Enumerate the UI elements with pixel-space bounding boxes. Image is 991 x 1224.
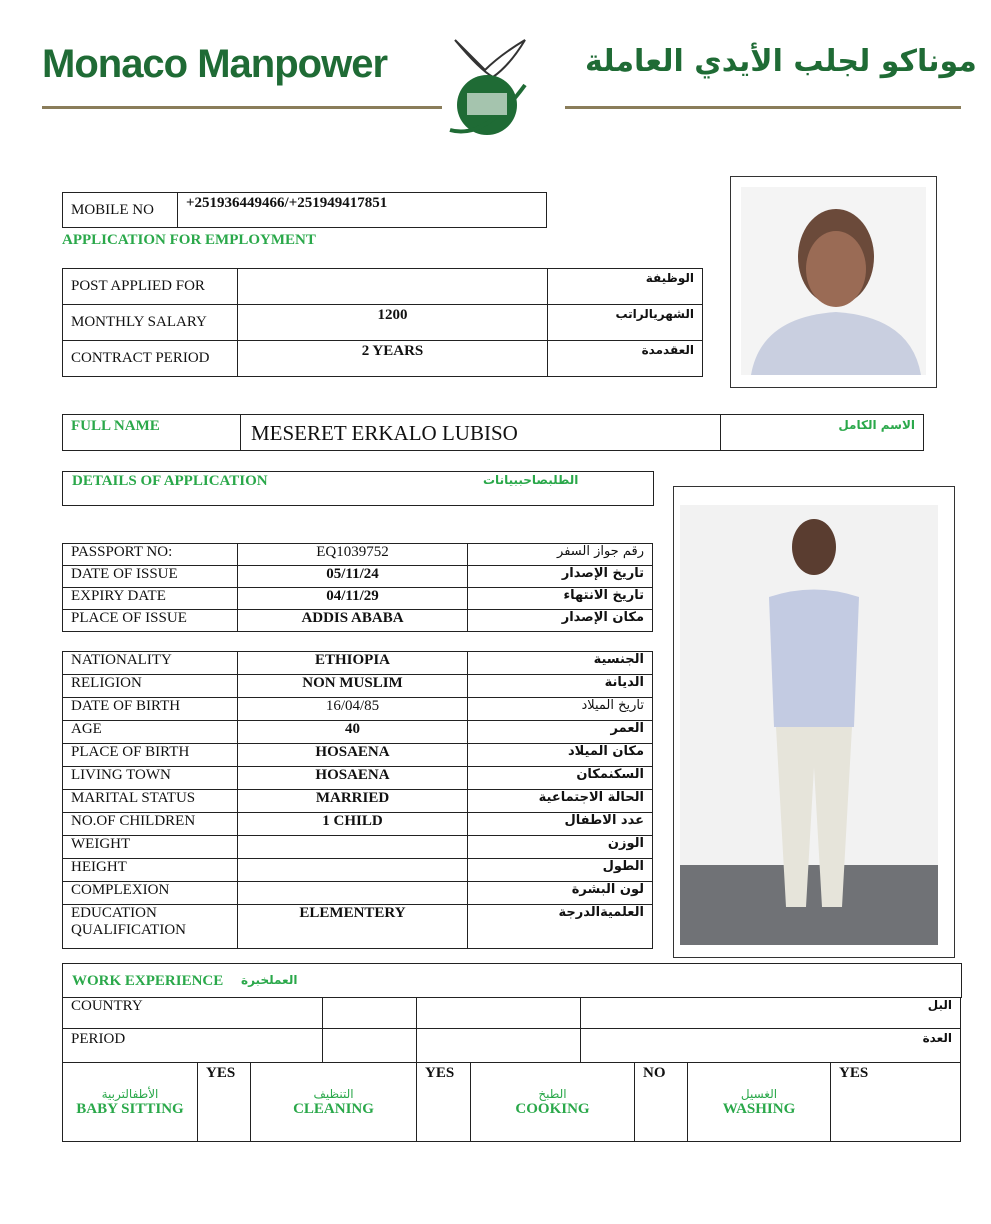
work-experience-title-ar: العملخبرة — [241, 973, 298, 987]
personal-label-ar: العمر — [468, 721, 653, 744]
country-label: COUNTRY — [63, 998, 323, 1029]
personal-label-ar: الديانة — [468, 675, 653, 698]
period-label-ar: العدة — [581, 1029, 961, 1063]
personal-value: NON MUSLIM — [238, 675, 468, 698]
personal-label: COMPLEXION — [63, 882, 238, 905]
personal-value: HOSAENA — [238, 744, 468, 767]
skill-3 — [688, 1063, 831, 1142]
company-logo-icon — [425, 25, 555, 140]
period-label: PERIOD — [63, 1029, 323, 1063]
full-name-value: MESERET ERKALO LUBISO — [241, 415, 721, 451]
header-rule-right — [565, 106, 961, 109]
country-label-ar: البل — [581, 998, 961, 1029]
post-label: POST APPLIED FOR — [63, 269, 238, 305]
mobile-value: +251936449466/+251949417851 — [178, 193, 547, 228]
personal-value — [238, 882, 468, 905]
personal-label-ar: الحالة الاجتماعية — [468, 790, 653, 813]
skill-value: YES — [417, 1063, 471, 1142]
work-table — [62, 997, 961, 1063]
personal-value: 40 — [238, 721, 468, 744]
skill-label-ar: الطبخ — [538, 1086, 567, 1101]
full-name-table — [62, 414, 924, 451]
personal-label-ar: مكان الميلاد — [468, 744, 653, 767]
personal-value: MARRIED — [238, 790, 468, 813]
personal-table — [62, 651, 653, 949]
work-experience-title: WORK EXPERIENCE — [72, 973, 224, 989]
personal-label: WEIGHT — [63, 836, 238, 859]
passport-table — [62, 543, 653, 632]
skill-label-ar: الغسيل — [740, 1086, 778, 1101]
post-table — [62, 268, 703, 377]
contract-value: 2 YEARS — [238, 341, 548, 377]
mobile-table — [62, 192, 547, 228]
passport-value: EQ1039752 — [238, 544, 468, 566]
portrait-photo — [730, 176, 937, 388]
personal-label-ar: عدد الاطفال — [468, 813, 653, 836]
salary-label-ar: الشهريالراتب — [548, 305, 703, 341]
personal-label-ar: تاريخ الميلاد — [468, 698, 653, 721]
skill-label: BABY SITTING — [76, 1100, 184, 1117]
personal-label-ar: الطول — [468, 859, 653, 882]
passport-label-ar: تاريخ الانتهاء — [468, 588, 653, 610]
skill-label-ar: التنظيف — [313, 1086, 354, 1101]
personal-value — [238, 859, 468, 882]
passport-value: 04/11/29 — [238, 588, 468, 610]
personal-label: LIVING TOWN — [63, 767, 238, 790]
brand-name-en: Monaco Manpower — [42, 42, 388, 86]
skill-1 — [251, 1063, 417, 1142]
personal-label-ar: لون البشرة — [468, 882, 653, 905]
personal-label: EDUCATION QUALIFICATION — [63, 905, 238, 949]
personal-value — [238, 836, 468, 859]
salary-label: MONTHLY SALARY — [63, 305, 238, 341]
skill-value: YES — [198, 1063, 251, 1142]
full-name-label: FULL NAME — [63, 415, 241, 451]
header-rule-left — [42, 106, 442, 109]
personal-label: DATE OF BIRTH — [63, 698, 238, 721]
full-body-photo — [673, 486, 955, 958]
personal-label: AGE — [63, 721, 238, 744]
details-label: DETAILS OF APPLICATION — [72, 473, 268, 489]
personal-label-ar: الوزن — [468, 836, 653, 859]
personal-label: RELIGION — [63, 675, 238, 698]
personal-label: NATIONALITY — [63, 652, 238, 675]
passport-value: 05/11/24 — [238, 566, 468, 588]
skill-label: COOKING — [515, 1100, 590, 1117]
personal-label: NO.OF CHILDREN — [63, 813, 238, 836]
passport-label-ar: مكان الإصدار — [468, 610, 653, 632]
personal-label: MARITAL STATUS — [63, 790, 238, 813]
work-experience-header — [62, 963, 962, 998]
skills-table — [62, 1062, 961, 1142]
details-label-ar: الطلبصاحببيانات — [483, 473, 579, 487]
personal-label: HEIGHT — [63, 859, 238, 882]
personal-label-ar: الجنسية — [468, 652, 653, 675]
skill-label: WASHING — [722, 1100, 796, 1117]
personal-label: PLACE OF BIRTH — [63, 744, 238, 767]
contract-label-ar: العقدمدة — [548, 341, 703, 377]
personal-value: 16/04/85 — [238, 698, 468, 721]
skill-value: YES — [831, 1063, 961, 1142]
personal-value: HOSAENA — [238, 767, 468, 790]
salary-value: 1200 — [238, 305, 548, 341]
post-label-ar: الوظيفة — [548, 269, 703, 305]
full-name-label-ar: الاسم الكامل — [721, 415, 924, 451]
passport-value: ADDIS ABABA — [238, 610, 468, 632]
skill-label: CLEANING — [293, 1100, 374, 1117]
skill-2 — [471, 1063, 635, 1142]
contract-label: CONTRACT PERIOD — [63, 341, 238, 377]
passport-label-ar: رقم جواز السفر — [468, 544, 653, 566]
personal-value: ETHIOPIA — [238, 652, 468, 675]
skill-0 — [63, 1063, 198, 1142]
personal-value: 1 CHILD — [238, 813, 468, 836]
passport-label: DATE OF ISSUE — [63, 566, 238, 588]
personal-label-ar: العلميةالدرجة — [468, 905, 653, 949]
personal-value: ELEMENTERY — [238, 905, 468, 949]
passport-label: PLACE OF ISSUE — [63, 610, 238, 632]
skill-value: NO — [635, 1063, 688, 1142]
mobile-label: MOBILE NO — [63, 193, 178, 228]
details-box — [62, 471, 654, 506]
application-title: APPLICATION FOR EMPLOYMENT — [62, 232, 316, 248]
skill-label-ar: الأطفالتربية — [101, 1086, 159, 1101]
passport-label-ar: تاريخ الإصدار — [468, 566, 653, 588]
personal-label-ar: السكنمكان — [468, 767, 653, 790]
brand-name-ar: موناكو لجلب الأيدي العاملة — [585, 44, 977, 79]
post-value — [238, 269, 548, 305]
passport-label: EXPIRY DATE — [63, 588, 238, 610]
passport-label: PASSPORT NO: — [63, 544, 238, 566]
